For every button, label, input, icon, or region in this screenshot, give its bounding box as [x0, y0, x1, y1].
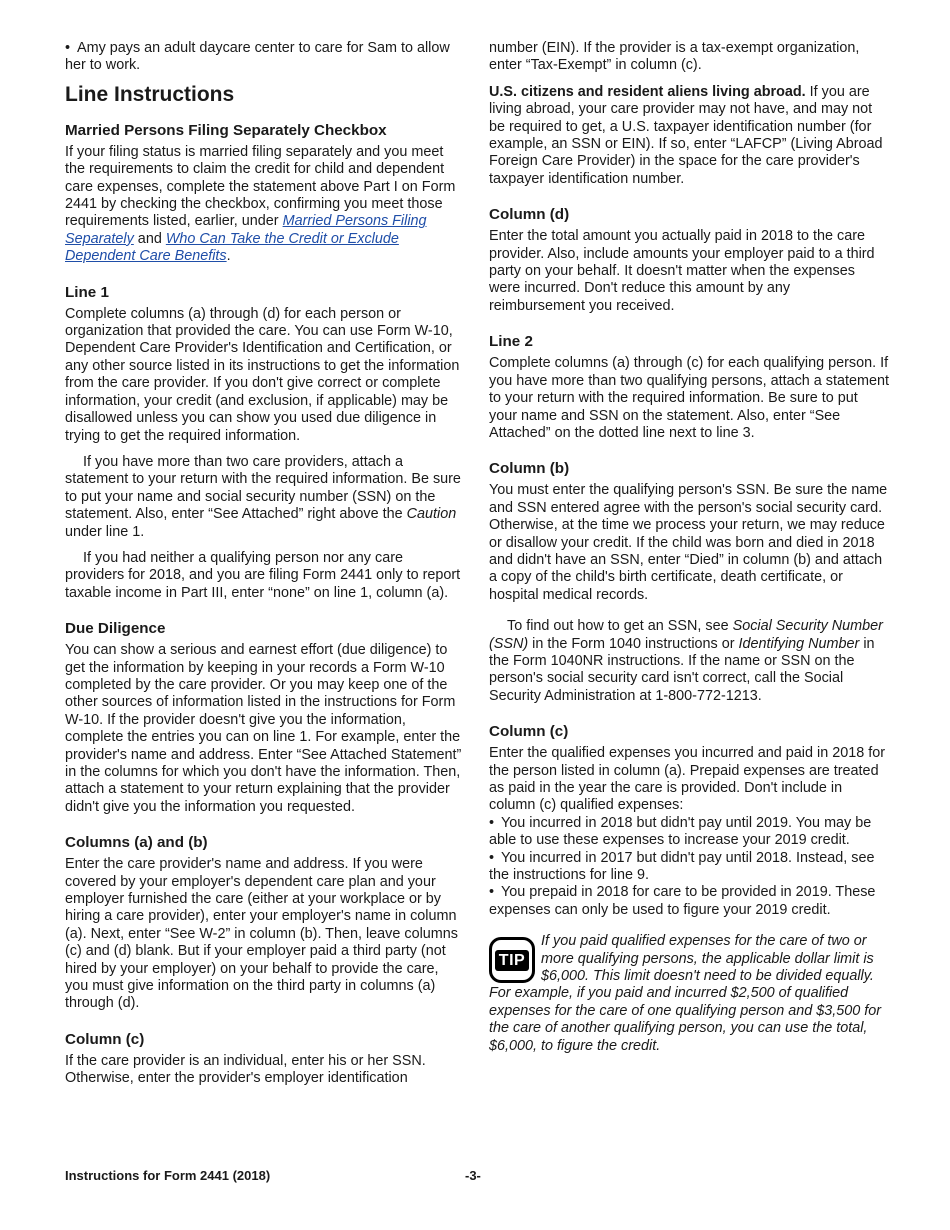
list-item: • You prepaid in 2018 for care to be provided in 2019. These expenses can only be used to figure your 2019 credit. — [489, 884, 889, 919]
column-c-paragraph-right: Enter the qualified expenses you incurred and paid in 2018 for the person listed in column (a). Prepaid expenses are treated as paid in the year the care is provided. Don't include in column (c) qualified expenses: — [489, 745, 886, 814]
who-can-take-credit-link[interactable]: Who Can Take the Credit or Exclude Dependent Care Benefits — [65, 230, 399, 265]
list-item: • You incurred in 2018 but didn't pay until 2019. You may be able to use these expenses to increase your 2019 credit. — [489, 815, 889, 850]
mfs-heading: Married Persons Filing Separately Checkbox — [65, 121, 387, 139]
intro-bullet: • Amy pays an adult daycare center to care for Sam to allow her to work. — [65, 40, 465, 75]
tip-text: If you paid qualified expenses for the care of two or more qualifying persons, the applicable dollar limit is $6,000. This limit doesn't need to be divided equally. For example, if you paid and incurred $2,500 of qualified expenses for the care of one qualifying person and $3,500 for the care of another qualifying person, you can use the total, $6,000, to figure the credit. — [489, 933, 882, 1054]
page-footer — [65, 1168, 889, 1183]
column-c-heading-right: Column (c) — [489, 723, 569, 741]
line1-paragraph-3: If you had neither a qualifying person nor any care providers for 2018, and you are filing Form 2441 only to report taxable income in Part III, enter “none” on line 1, column (a). — [65, 549, 461, 601]
line1-paragraph-2: If you have more than two care providers, attach a statement to your return with the required information. Be sure to put your name and social security number (SSN) on the statement. Also, enter “See Attached” right above the Caution under line 1. — [65, 453, 461, 540]
line1-heading: Line 1 — [65, 283, 109, 301]
due-diligence-heading: Due Diligence — [65, 620, 166, 638]
due-diligence-paragraph: You can show a serious and earnest effort (due diligence) to get the information by keeping in your records a Form W-10 completed by the care provider. Or you may keep one of the other sources of information listed in the instructions for Form W-10. If the provider doesn't give you the information, complete the entries you can on line 1. For example, enter the provider's name and address. Enter “See Attached Statement” in the columns for which you don't have the information. Then, attach a statement to your return explaining that the provider didn't give you the information you requested. — [65, 642, 462, 815]
tip-box — [489, 933, 889, 1055]
married-filing-separately-link[interactable]: Married Persons Filing Separately — [65, 213, 427, 247]
line1-paragraph-1: Complete columns (a) through (d) for each person or organization that provided the care. You can use Form W-10, Dependent Care Provider's Identification and Certification, or any other source listed in its instructions to get the information from the care provider. If you don't give correct or complete information, your credit (and exclusion, if applicable) may be disallowed unless you can show you used due diligence in trying to get the required information. — [65, 305, 460, 444]
columns-a-b-heading: Columns (a) and (b) — [65, 834, 208, 852]
mfs-paragraph: If your filing status is married filing separately and you meet the requirements to claim the credit for child and dependent care expenses, complete the statement above Part I on Form 2441 by checking the checkbox, confirming you meet those requirements listed, earlier, under Married Persons Filing Separately and Who Can Take the Credit or Exclude Dependent Care Benefits. — [65, 143, 456, 265]
column-b-paragraph: You must enter the qualifying person's SSN. Be sure the name and SSN entered agree with the person's social security card. Otherwise, at the time we process your return, we may reduce or disallow your credit. If the child was born and died in 2018 and didn't have an SSN, enter “Died” in column (b) and attach a copy of the child's birth certificate, death certificate, or hospital medical records. — [489, 482, 888, 603]
column-d-paragraph: Enter the total amount you actually paid in 2018 to the care provider. Also, include amounts your employer paid to a third party on your behalf. It doesn't matter when the expenses were incurred. Don't reduce this amount by any reimbursement you received. — [489, 228, 875, 314]
left-column — [65, 40, 465, 1088]
column-c-paragraph-left: If the care provider is an individual, enter his or her SSN. Otherwise, enter the provider's employer identification — [65, 1052, 426, 1087]
tip-icon: TIP — [489, 937, 535, 983]
columns-a-b-paragraph: Enter the care provider's name and address. If you were covered by your employer's dependent care plan and your employer furnished the care (either at your workplace or by hiring a care provider), enter your employer's name in column (a). Next, enter “See W-2” in column (b). Then, leave columns (c) and (d) blank. But if your employer paid a third party (not hired by your employer) on your behalf to provide the care, you must give information on the third party in columns (a) through (d). — [65, 856, 458, 1012]
section-title: Line Instructions — [65, 82, 235, 106]
page-number: -3- — [465, 1168, 481, 1183]
column-c-heading-left: Column (c) — [65, 1030, 145, 1048]
column-d-heading: Column (d) — [489, 206, 570, 224]
list-item: • You incurred in 2017 but didn't pay until 2018. Instead, see the instructions for line 9. — [489, 850, 889, 885]
ein-continuation: number (EIN). If the provider is a tax-exempt organization, enter “Tax-Exempt” in column (c). — [489, 40, 860, 74]
column-b-heading: Column (b) — [489, 460, 570, 478]
ssn-paragraph: To find out how to get an SSN, see Social Security Number (SSN) in the Form 1040 instructions or Identifying Number in the Form 1040NR instructions. If the name or SSN on the person's social security card isn't correct, call the Social Security Administration at 1-800-772-1213. — [489, 618, 883, 704]
abroad-paragraph: U.S. citizens and resident aliens living abroad. If you are living abroad, your care provider may not have, and may not be required to get, a U.S. taxpayer identification number (for example, an SSN or EIN). If so, enter “LAFCP” (Living Abroad Foreign Care Provider) in the space for the care provider's taxpayer identification number. — [489, 83, 883, 187]
line2-heading: Line 2 — [489, 333, 533, 351]
right-column — [489, 40, 889, 1055]
line2-paragraph: Complete columns (a) through (c) for each qualifying person. If you have more than two qualifying persons, attach a statement to your return with the required information. Be sure to put your name and SSN on the statement. Also, enter “See Attached” on the dotted line next to line 3. — [489, 355, 889, 441]
footer-title: Instructions for Form 2441 (2018) — [65, 1168, 271, 1183]
